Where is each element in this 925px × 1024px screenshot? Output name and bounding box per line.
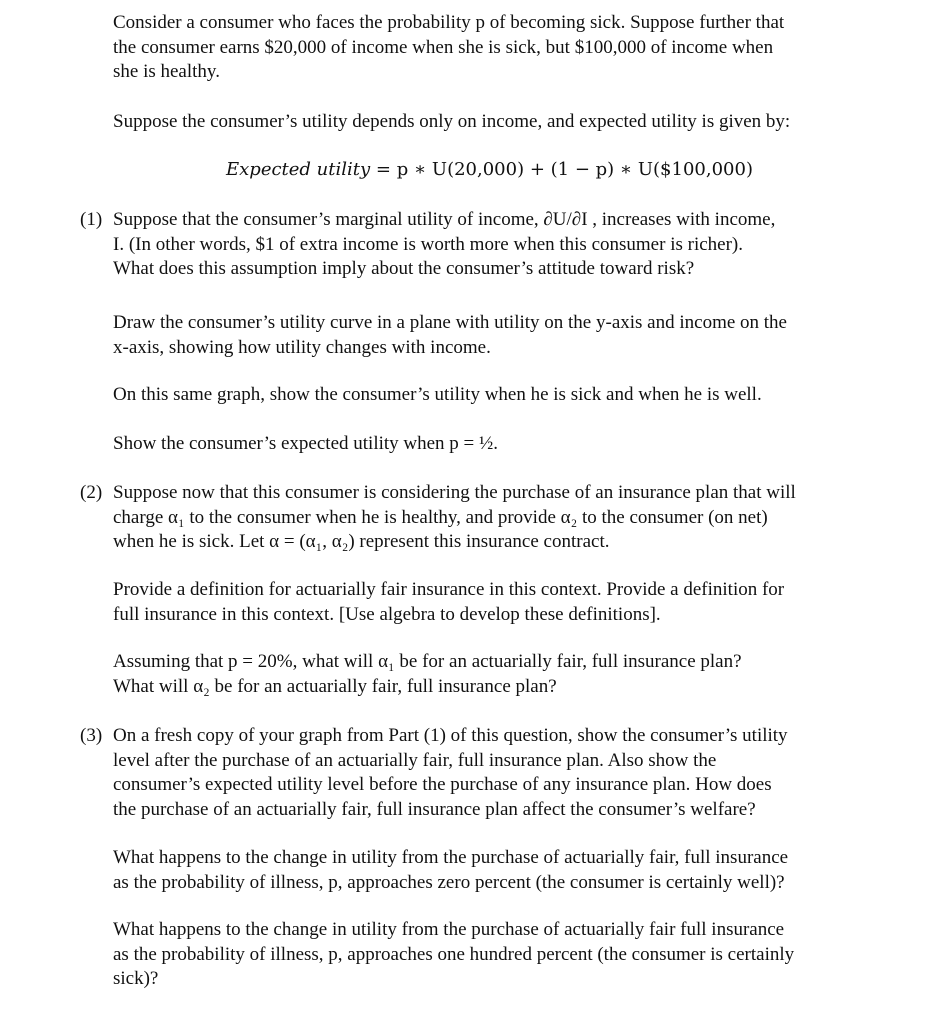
question-3-para-3 [113,918,888,992]
text-line: What happens to the change in utility from the purchase of actuarially fair full insurance [113,919,785,940]
question-2-number: (2) [80,482,103,503]
text-line: Consider a consumer who faces the probability p of becoming sick. Suppose further that [113,12,785,33]
text-line: as the probability of illness, p, approaches one hundred percent (the consumer is certainly [113,943,795,965]
text-line: On a fresh copy of your graph from Part (1) of this question, show the consumer’s utility [113,725,788,746]
text-line: as the probability of illness, p, approaches zero percent (the consumer is certainly well)? [113,871,785,893]
text-line: the consumer earns $20,000 of income when she is sick, but $100,000 of income when [113,36,774,58]
text-line: level after the purchase of an actuarially fair, full insurance plan. Also show the [113,749,717,771]
text-line: Assuming that p = 20%, what will α₁ be for an actuarially fair, full insurance plan? [113,651,742,672]
text-line: What happens to the change in utility from the purchase of actuarially fair, full insurance [113,847,789,868]
expected-utility-equation [226,158,753,183]
text-line: sick)? [113,968,159,989]
text-line: Provide a definition for actuarially fair insurance in this context. Provide a definition for [113,579,785,600]
text-line: What will α₂ be for an actuarially fair, full insurance plan? [113,675,557,697]
text-line: charge α₁ to the consumer when he is healthy, and provide α₂ to the consumer (on net) [113,506,768,528]
text-line: full insurance in this context. [Use algebra to develop these definitions]. [113,603,661,625]
text-line: Show the consumer’s expected utility when p = ½. [113,433,499,454]
question-3-number: (3) [80,725,103,746]
text-line: What does this assumption imply about the consumer’s attitude toward risk? [113,258,695,279]
question-2-para-1 [113,481,888,555]
intro-paragraph [113,11,888,85]
text-line: I. (In other words, $1 of extra income is worth more when this consumer is richer). [113,233,743,255]
question-3-para-1 [113,724,888,822]
question-1-para-3 [113,383,888,408]
text-line: x-axis, showing how utility changes with income. [113,336,491,358]
text-line: she is healthy. [113,61,220,82]
text-line: consumer’s expected utility level before the purchase of any insurance plan. How does [113,774,772,795]
utility-intro [113,110,888,135]
text-line: Draw the consumer’s utility curve in a plane with utility on the y-axis and income on the [113,312,787,333]
text-line: when he is sick. Let α = (α₁, α₂) represent this insurance contract. [113,531,610,552]
equation-lhs: Expected utility [226,159,371,180]
text-line: the purchase of an actuarially fair, full insurance plan affect the consumer’s welfare? [113,798,756,820]
text-line: On this same graph, show the consumer’s utility when he is sick and when he is well. [113,384,762,405]
text-line: Suppose that the consumer’s marginal utility of income, ∂U/∂I , increases with income, [113,209,776,230]
equation-rhs: = p ∗ U(20,000) + (1 − p) ∗ U($100,000) [370,159,753,180]
text-line: Suppose now that this consumer is considering the purchase of an insurance plan that will [113,482,796,503]
question-1-number: (1) [80,209,103,230]
question-1-para-2 [113,311,888,360]
text-line: Suppose the consumer’s utility depends only on income, and expected utility is given by: [113,111,791,132]
question-1-para-4 [113,432,888,457]
question-2-para-2 [113,578,888,627]
question-1-para-1 [113,208,888,282]
question-3-para-2 [113,846,888,895]
question-2-para-3 [113,650,888,699]
